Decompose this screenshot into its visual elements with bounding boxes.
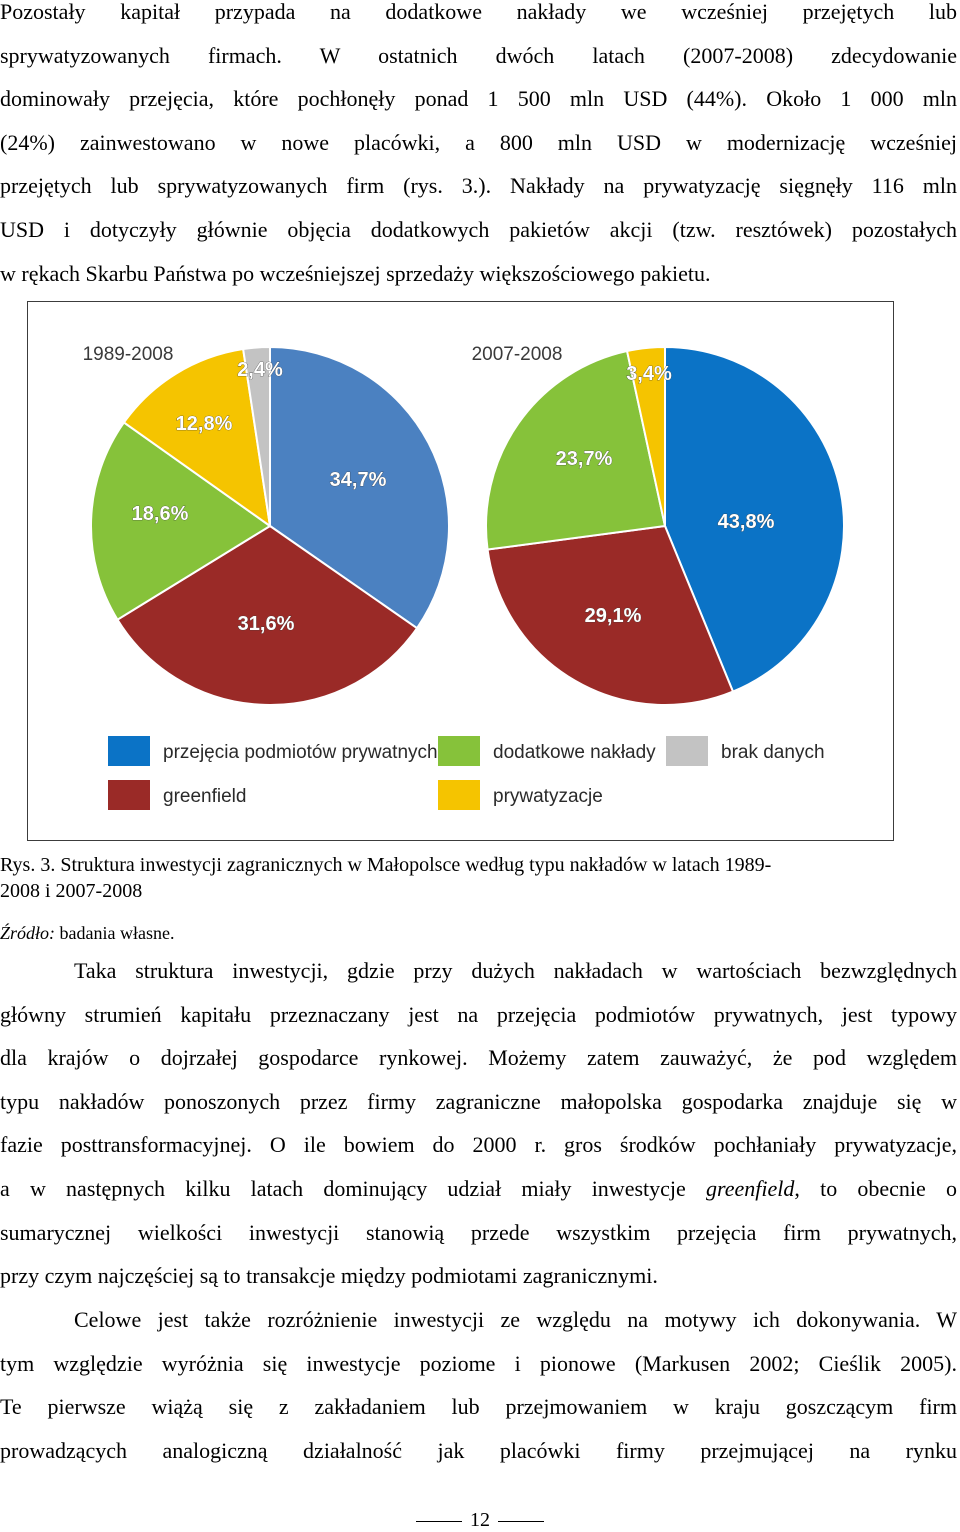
- text-line: Te pierwsze wiążą się z zakładaniem lub przejmowaniem w kraju goszczącym firm: [0, 1394, 957, 1420]
- text-line: przy czym najczęściej są to transakcje między podmiotami zagranicznymi.: [0, 1263, 658, 1289]
- source-label: Źródło:: [0, 923, 56, 943]
- text-line: typu nakładów ponoszonych przez firmy zagraniczne małopolska gospodarka znajduje się w: [0, 1088, 957, 1114]
- text-line: sprywatyzowanych firmach. W ostatnich dwóch latach (2007-2008) zdecydowanie: [0, 42, 957, 68]
- pie-title-2007-2008: 2007-2008: [471, 344, 563, 365]
- text-line: USD i dotyczyły głównie objęcia dodatkowych pakietów akcji (tzw. resztówek) pozostałych: [0, 216, 957, 242]
- pie-data-label-greenfield: 31,6%: [237, 613, 295, 635]
- body-paragraph-1: [0, 0, 957, 295]
- legend-swatch-dodatkowe-naklady: [438, 736, 480, 766]
- figure-investment-structure: [27, 301, 894, 841]
- caption-line-2: 2008 i 2007-2008: [0, 880, 143, 902]
- legend-label-prywatyzacje: prywatyzacje: [493, 786, 603, 807]
- figure-source: [0, 922, 174, 944]
- text-line: dla krajów o dojrzałej gospodarce rynkowej. Możemy zatem zauważyć, że pod względem: [0, 1045, 957, 1071]
- text-line: Taka struktura inwestycji, gdzie przy dużych nakładach w wartościach bezwzględnych: [74, 958, 957, 983]
- pie-data-label-dodatkowe-naklady: 18,6%: [131, 503, 189, 525]
- text-line: w rękach Skarbu Państwa po wcześniejszej sprzedaży większościowego pakietu.: [0, 260, 711, 286]
- text-line: a w następnych kilku latach dominujący udział miały inwestycje greenfield, to obecnie o: [0, 1175, 957, 1201]
- text-line: dominowały przejęcia, które pochłonęły ponad 1 500 mln USD (44%). Około 1 000 mln: [0, 86, 957, 112]
- pie-chart-1989-2008: [91, 347, 449, 705]
- text-line: sumarycznej wielkości inwestycji stanowią przede wszystkim przejęcia firm prywatnych,: [0, 1219, 957, 1245]
- figure-caption: [0, 852, 940, 904]
- chart-legend: [108, 736, 825, 810]
- pie-data-label-przejecia-podmiotow-prywatnych: 43,8%: [717, 511, 775, 533]
- legend-label-greenfield: greenfield: [163, 786, 247, 807]
- source-text: badania własne.: [55, 923, 175, 943]
- pie-data-label-dodatkowe-naklady: 23,7%: [555, 448, 613, 470]
- text-line: Celowe jest także rozróżnienie inwestycji ze względu na motywy ich dokonywania. W: [74, 1307, 957, 1332]
- pie-data-label-brak-danych: 2,4%: [237, 359, 283, 381]
- emphasis-greenfield: greenfield: [705, 1175, 795, 1201]
- text-line: tym względzie wyróżnia się inwestycje poziome i pionowe (Markusen 2002; Cieślik 2005).: [0, 1350, 957, 1376]
- text-line: główny strumień kapitału przeznaczany jest na przejęcia podmiotów prywatnych, jest typowy: [0, 1001, 957, 1027]
- legend-label-przejecia-podmiotow-prywatnych: przejęcia podmiotów prywatnych: [163, 742, 438, 763]
- body-paragraph-3: [0, 1298, 957, 1472]
- legend-label-brak-danych: brak danych: [721, 742, 825, 763]
- legend-swatch-greenfield: [108, 780, 150, 810]
- legend-swatch-brak-danych: [666, 736, 708, 766]
- text-line: Pozostały kapitał przypada na dodatkowe nakłady we wcześniej przejętych lub: [0, 0, 957, 24]
- pie-data-label-przejecia-podmiotow-prywatnych: 34,7%: [329, 469, 387, 491]
- text-line: fazie posttransformacyjnej. O ile bowiem do 2000 r. gros środków pochłaniały prywatyzacje,: [0, 1132, 957, 1158]
- legend-swatch-prywatyzacje: [438, 780, 480, 810]
- pie-data-label-greenfield: 29,1%: [584, 605, 642, 627]
- pie-chart-2007-2008: [486, 347, 844, 705]
- text-line: przejętych lub sprywatyzowanych firm (rys. 3.). Nakłady na prywatyzację sięgnęły 116 mln: [0, 173, 957, 199]
- legend-label-dodatkowe-naklady: dodatkowe nakłady: [493, 742, 656, 763]
- pie-charts: [28, 302, 893, 840]
- body-paragraph-2: [0, 949, 957, 1298]
- text-line: prowadzących analogiczną działalność jak placówki firmy przejmującej na rynku: [0, 1437, 957, 1463]
- text-line: (24%) zainwestowano w nowe placówki, a 800 mln USD w modernizację wcześniej: [0, 129, 957, 155]
- legend-swatch-przejecia-podmiotow-prywatnych: [108, 736, 150, 766]
- page-number: 12: [0, 1508, 960, 1532]
- pie-data-label-prywatyzacje: 12,8%: [175, 413, 233, 435]
- caption-line-1: Rys. 3. Struktura inwestycji zagranicznych w Małopolsce według typu nakładów w latach 1989-: [0, 854, 772, 876]
- pie-title-1989-2008: 1989-2008: [82, 344, 174, 365]
- pie-data-label-prywatyzacje: 3,4%: [626, 363, 672, 385]
